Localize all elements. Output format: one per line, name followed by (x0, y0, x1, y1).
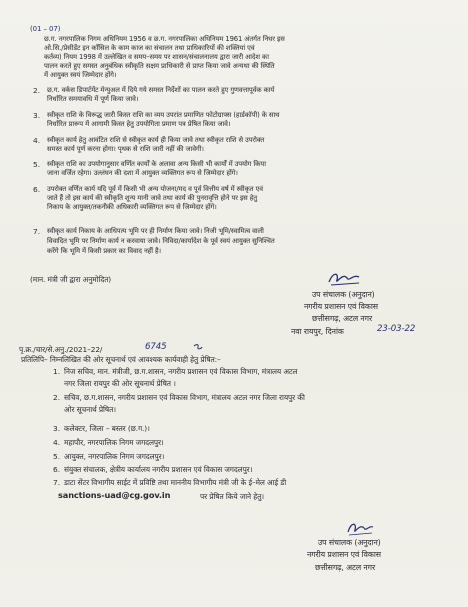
copy-number: 4. (53, 438, 61, 447)
handwritten-signature (345, 519, 375, 537)
condition-line: स्वीकृत कार्य हेतु आवंटित राशि से स्वीकृत कार्य ही किया जावे तथा स्वीकृत राशि से उपरोक्त (47, 136, 265, 144)
copy-to-heading: प्रतिलिपि– निम्नलिखित की ओर सूचनार्थ एवं आवश्यक कार्यवाही हेतु प्रेषित:– (21, 355, 221, 364)
condition-line: विवादित भूमि पर निर्माण कार्य न करवाया जावे। निविदा/कार्यादेश के पूर्व स्वयं आयुक्त सुनिश्चित (47, 237, 275, 245)
email-link[interactable]: sanctions-uad@cg.gov.in (58, 490, 171, 500)
reference-number-label: पृ.क्र./चार/से.अनु./2021–22/ (19, 345, 103, 354)
copy-line: सचिव, छ.ग.शासन, नगरीय प्रशासन एवं विकास विभाग, मंत्रालय अटल नगर जिला रायपुर की (64, 393, 305, 402)
copy-line: निज सचिव, मान. मंत्रीजी, छ.ग.शासन, नगरीय प्रशासन एवं विकास विभाग, मंत्रालय अटल (64, 367, 298, 376)
handwritten-signature (325, 268, 365, 288)
handwritten-date: 23-03-22 (377, 324, 416, 334)
condition-line: स्वीकृत कार्य निकाय के आधिपत्य भूमि पर ही निर्माण किया जावे। निजी भूमि/स्वामित्व वाली (47, 227, 264, 235)
copy-line: संयुक्त संचालक, क्षेत्रीय कार्यालय नगरीय प्रशासन एवं विकास जगदलपुर। (64, 465, 253, 474)
copy-line: ओर सूचनार्थ प्रेषित। (64, 405, 116, 414)
condition-line: स्वीकृत राशि के विरूद्ध जारी किस्त राशि का व्यय उपरांत प्रमाणित फोटोग्राफ्स (हार्डकॉपी) के साथ (47, 111, 280, 119)
copy-number: 3. (53, 424, 61, 433)
copy-line: महापौर, नगरपालिक निगम जगदलपुर। (64, 438, 164, 447)
condition-line: करेंगे कि भूमि में किसी प्रकार का विवाद नहीं है। (47, 247, 161, 255)
intro-line: पालन करते हुए समस्त अनुबंधिक स्वीकृति सक्षम प्राधिकारी से प्राप्त किया जावे अन्यथा की स्थिति (44, 62, 275, 70)
condition-line: समस्त कार्य पूर्ण करना होगा। पृथक से राशि जारी नहीं की जावेगी। (47, 145, 204, 153)
signatory-location: छत्तीसगढ़, अटल नगर (315, 563, 376, 572)
condition-number: 3. (33, 111, 41, 120)
copy-line: कलेक्टर, जिला – बस्तर (छ.ग.)। (64, 424, 150, 433)
intro-line: कर्तव्य) नियम 1998 में उल्लेखित व समय–समय पर शासन/संचालनालय द्वारा जारी आदेश का (44, 53, 269, 61)
intro-line: ओ.सि./प्रेसीडेंट इन काँसिल के काम काज का संचालन तथा प्राधिकारियों की शक्तियां एवं (44, 44, 255, 52)
condition-number: 7. (33, 227, 41, 236)
condition-number: 4. (33, 136, 41, 145)
email-suffix: पर प्रेषित किये जाने हेतु। (200, 492, 264, 501)
signatory-location: छत्तीसगढ़, अटल नगर (312, 314, 373, 323)
continuation-mark: (01 – 07) (30, 25, 61, 33)
copy-line: आयुक्त, नगरपालिक निगम जगदलपुर। (64, 452, 165, 461)
copy-number: 1. (53, 367, 61, 376)
copy-number: 6. (53, 465, 61, 474)
signatory-department: नगरीय प्रशासन एवं विकास (304, 302, 378, 311)
intro-line: में आयुक्त स्वयं जिम्मेदार होंगे। (44, 71, 117, 79)
condition-line: निकाय के आयुक्त/तकनीकी अधिकारी व्यक्तिगत रूप से जिम्मेदार होंगे। (47, 203, 217, 211)
copy-line: डाटा सेंटर विभागीय साईट में प्रविष्टि तथा माननीय विभागीय मंत्री जी के ई–मेल आई डी (64, 478, 287, 487)
handwritten-tick (193, 343, 203, 351)
condition-line: जाते हैं तो इस कार्य की स्वीकृति शून्य मानी जावे तथा कार्य की पुनरावृत्ति होने पर इस हेतु (47, 194, 258, 202)
signatory-designation: उप संचालक (अनुदान) (312, 290, 375, 299)
signatory-designation: उप संचालक (अनुदान) (318, 538, 381, 547)
copy-line: नगर जिला रायपुर की ओर सूचनार्थ प्रेषित । (64, 379, 176, 388)
approval-note: (मान. मंत्री जी द्वारा अनुमोदित) (30, 275, 112, 284)
condition-number: 5. (33, 160, 41, 169)
handwritten-reference-number: 6745 (145, 342, 167, 352)
condition-number: 6. (33, 185, 41, 194)
copy-number: 7. (53, 478, 61, 487)
condition-line: निर्धारित प्रारूप में आगामी किस्त हेतु उपयोगिता प्रमाण पत्र प्रेषित किया जावे। (47, 120, 231, 128)
condition-line: उपरोक्त वर्णित कार्य यदि पूर्व में किसी भी अन्य योजना/मद व पूर्व वित्तीय वर्ष में स्वीकृत एवं (47, 185, 263, 193)
place-date-label: नवा रायपुर, दिनांक (291, 327, 344, 336)
condition-number: 2. (33, 86, 41, 95)
condition-line: जाना वर्जित रहेगा। उल्लंघन की दशा में आयुक्त व्यक्तिगत रूप से जिम्मेदार होंगे। (47, 169, 238, 177)
intro-line: छ.ग. नगरपालिक निगम अधिनियम 1956 व छ.ग. नगरपालिका अधिनियम 1961 अंतर्गत निधर इस (44, 35, 285, 43)
copy-number: 5. (53, 452, 61, 461)
signatory-department: नगरीय प्रशासन एवं विकास (307, 550, 381, 559)
condition-line: स्वीकृत राशि का उपयोगानुसार वर्णित कार्यों के अलावा अन्य किसी भी कार्यों में उपयोग किया (47, 160, 266, 168)
condition-line: निर्धारित समयावधि में पूर्ण किया जावे। (47, 95, 139, 103)
copy-number: 2. (53, 393, 61, 402)
condition-line: छ.ग. वर्कस डिपार्टमेंट मेन्युअल में दिये गये समस्त निर्देशों का पालन करते हुए गुणवत्तापूर्वक कार्य (47, 86, 275, 94)
